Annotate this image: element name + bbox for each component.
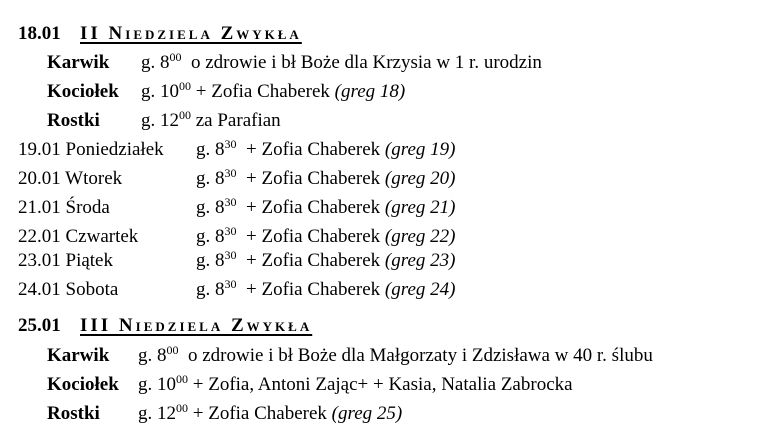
mass-row [47,110,281,132]
mass-detail: g. $10^{00}$ + Zofia Chaberek (greg 18) [141,79,406,102]
mass-detail: g. $8^{00}$ o zdrowie i bł Boże dla Małgorzaty i Zdzisława w 40 r. ślubu [138,343,653,366]
weekday-row [18,197,455,219]
place-name: Rostki [47,110,100,131]
mass-detail: g. $8^{30}$ + Zofia Chaberek (greg 22) [196,224,456,247]
weekday-label: 22.01 Czwartek [18,226,139,247]
weekday-row [18,168,455,190]
sunday-header-2 [18,315,312,337]
mass-row [47,403,402,425]
mass-detail: g. $10^{00}$ + Zofia, Antoni Zając+ + Kasia, Natalia Zabrocka [138,372,573,395]
sunday-title: II Niedziela Zwykła [80,23,302,44]
weekday-label: 19.01 Poniedziałek [18,139,164,160]
mass-detail: g. $8^{30}$ + Zofia Chaberek (greg 23) [196,248,456,271]
weekday-row [18,226,455,248]
weekday-row [18,250,455,272]
mass-row [47,374,573,396]
place-name: Karwik [47,52,110,73]
sunday-title: III Niedziela Zwykła [80,315,313,336]
mass-row [47,81,405,103]
weekday-label: 20.01 Wtorek [18,168,123,189]
weekday-row [18,279,455,301]
mass-detail: g. $8^{30}$ + Zofia Chaberek (greg 21) [196,195,456,218]
mass-detail: g. $12^{00}$ za Parafian [141,108,281,131]
place-name: Rostki [47,403,100,424]
mass-detail: g. $8^{30}$ + Zofia Chaberek (greg 19) [196,137,456,160]
mass-detail: g. $8^{30}$ + Zofia Chaberek (greg 20) [196,166,456,189]
mass-detail: g. $12^{00}$ + Zofia Chaberek (greg 25) [138,401,403,424]
mass-row [47,52,542,74]
place-name: Kociołek [47,81,119,102]
mass-detail: g. $8^{30}$ + Zofia Chaberek (greg 24) [196,277,456,300]
sunday-date: 25.01 [18,315,61,336]
weekday-label: 24.01 Sobota [18,279,119,300]
sunday-date: 18.01 [18,23,61,44]
sunday-header-1 [18,23,302,45]
weekday-label: 21.01 Środa [18,197,110,218]
place-name: Karwik [47,345,110,366]
weekday-row [18,139,455,161]
mass-row [47,345,653,367]
weekday-label: 23.01 Piątek [18,250,113,271]
mass-detail: g. $8^{00}$ o zdrowie i bł Boże dla Krzysia w 1 r. urodzin [141,50,542,73]
place-name: Kociołek [47,374,119,395]
